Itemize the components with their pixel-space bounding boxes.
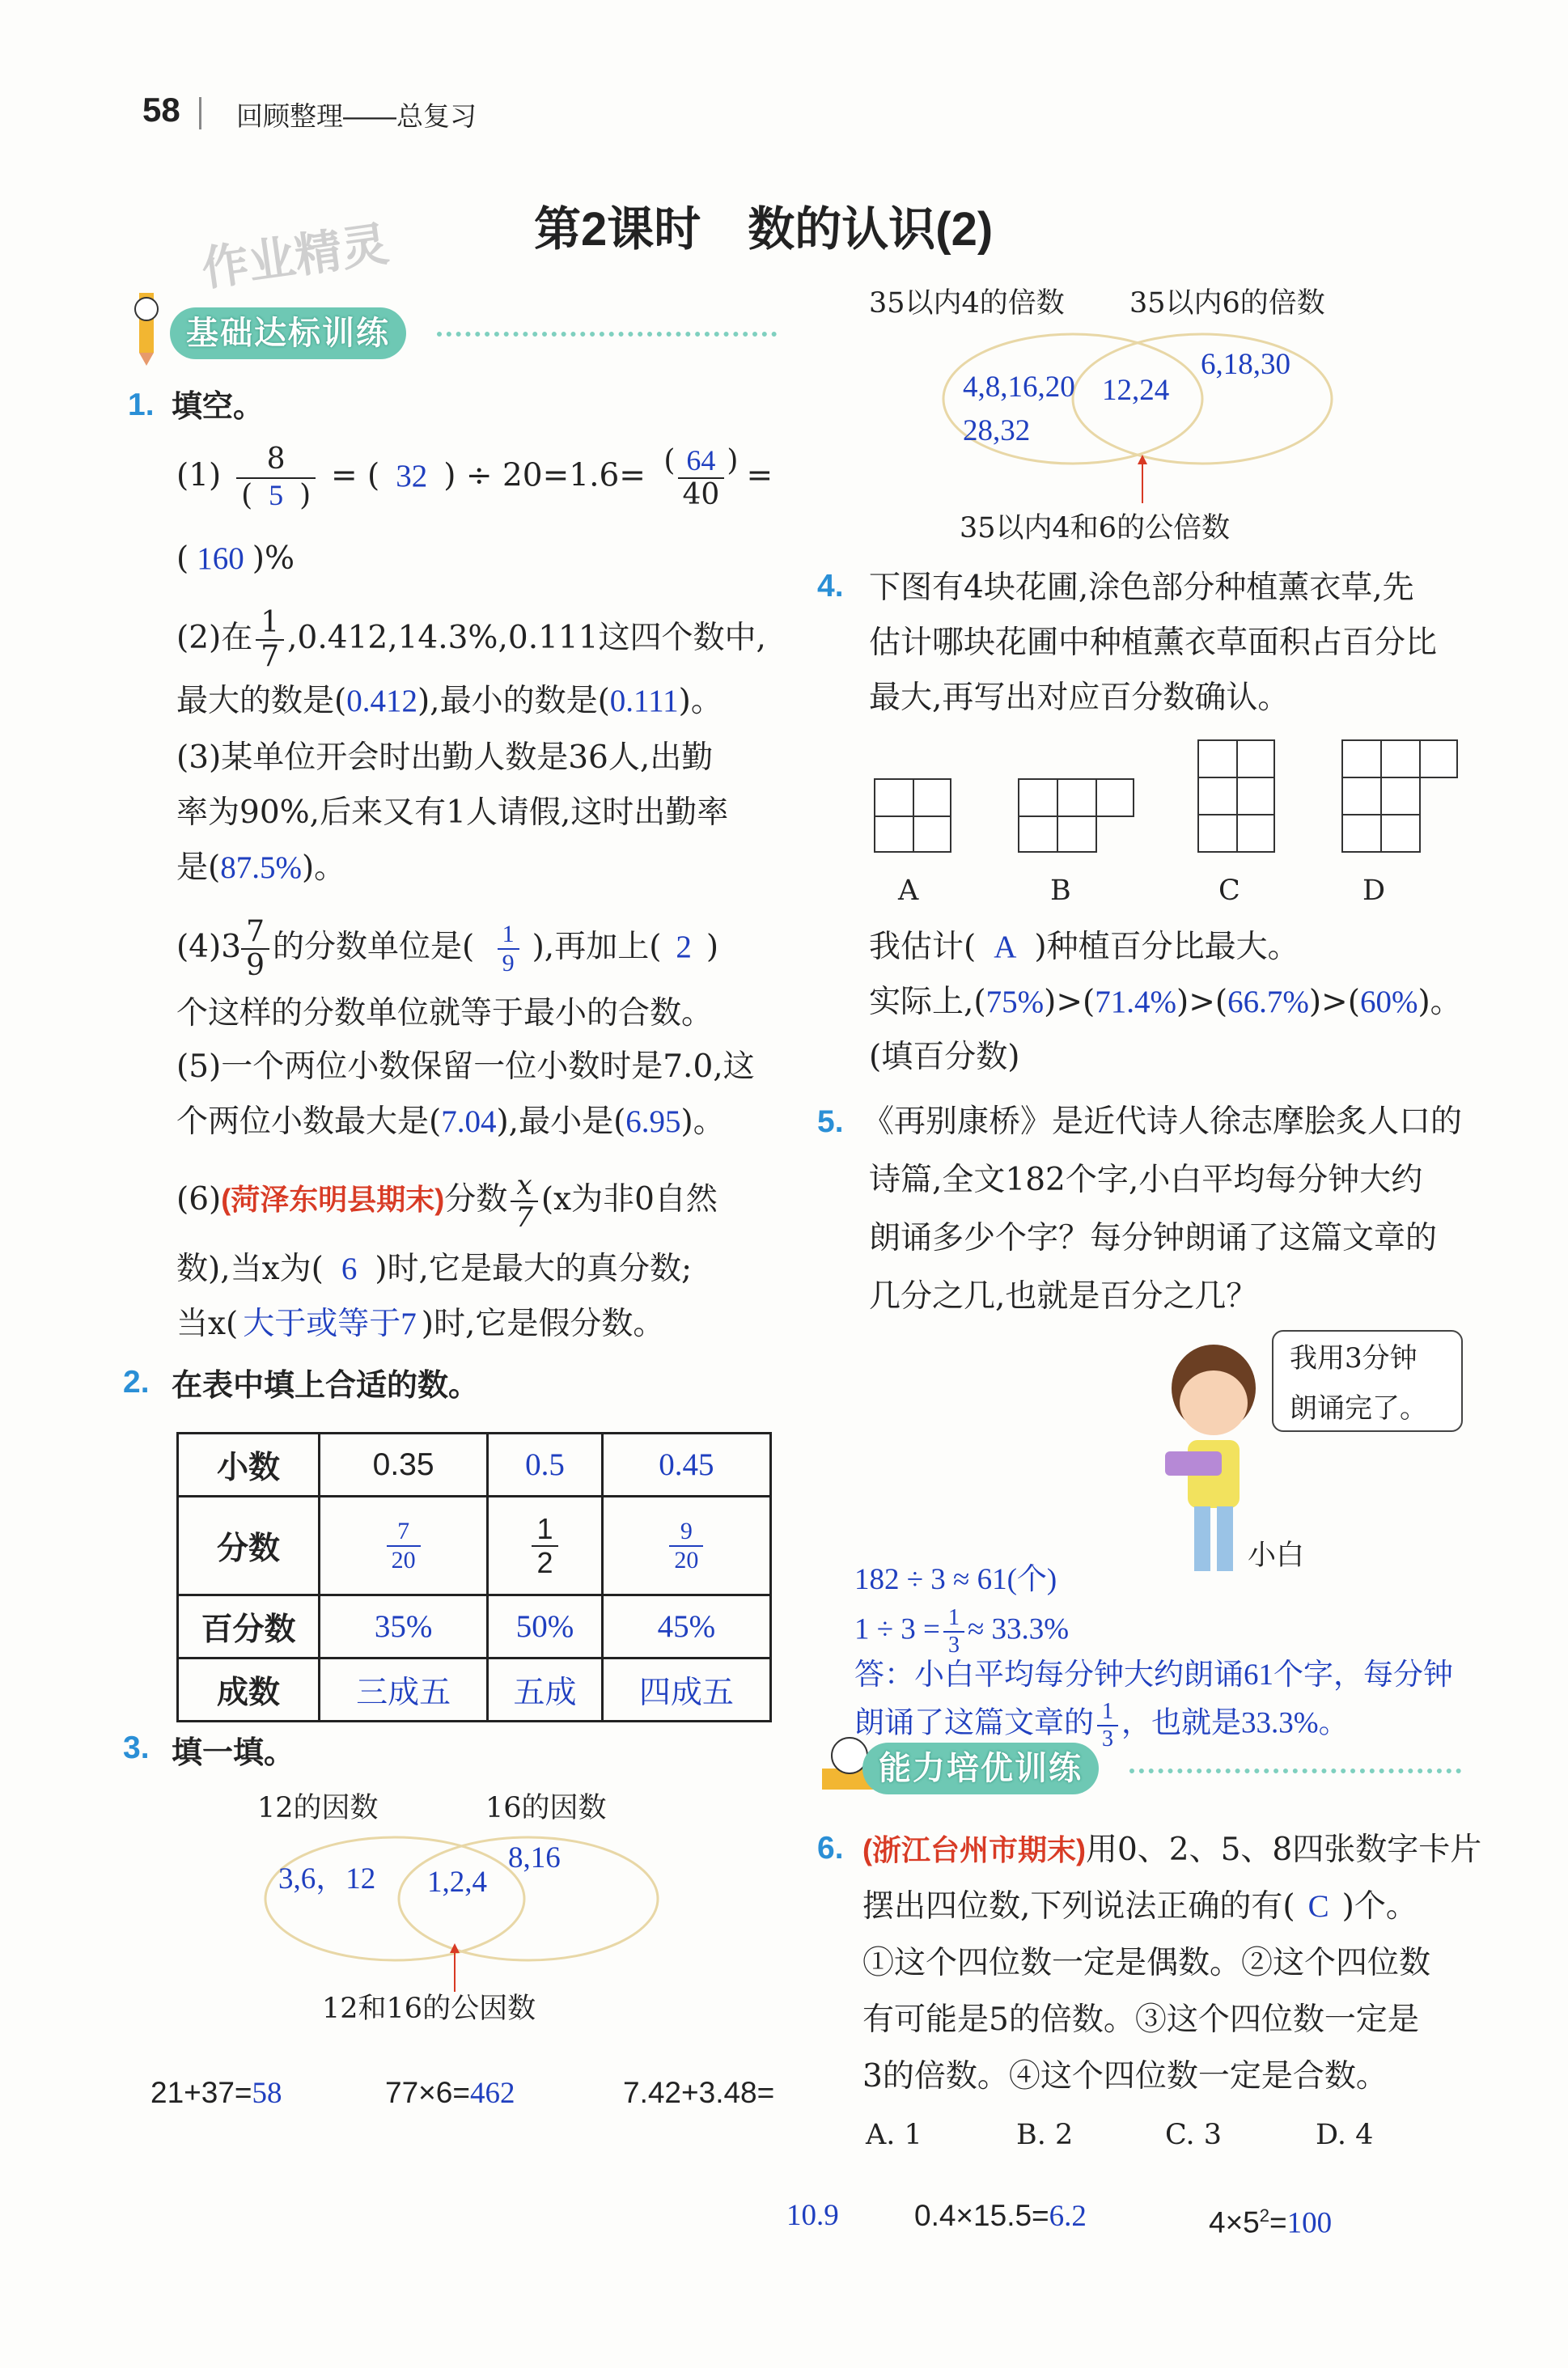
page-title: 第2课时 数的认识(2) (534, 203, 994, 256)
banner-basic-training: 基础达标训练 (170, 307, 406, 359)
q1-part3-line2: 率为90%,后来又有1人请假,这时出勤率 (176, 794, 729, 831)
q5-solution-2: 1 ÷ 3 = $\frac{1}{3}$ ≈ 33.3% (854, 1605, 1070, 1658)
garden-label-a: A (898, 875, 919, 907)
footer-calc-3: 7.42+3.48= (623, 2076, 775, 2109)
q6-line2: 摆出四位数,下列说法正确的有( C )个。 (862, 1888, 1418, 1925)
student-name: 小白 (1248, 1540, 1305, 1572)
q1-part1: (1) $\frac{8}{( 5 )}$ = ( 32 ) ÷ 20=1.6= $\frac{( 64 )}{40}$ = (176, 443, 773, 512)
garden-a (874, 778, 951, 853)
venn-right-label: 16的因数 (485, 1792, 607, 1824)
pencil-mascot-icon (128, 285, 167, 366)
table-cell: 0.5 (488, 1434, 603, 1497)
arrow-up-icon (447, 1942, 463, 1992)
garden-d (1341, 739, 1458, 853)
q1-part3-line3: 是(87.5%)。 (176, 849, 346, 886)
q5-line3: 朗诵多少个字？每分钟朗诵了这篇文章的 (869, 1220, 1438, 1256)
footer-calc-1: 21+37=58 (150, 2076, 282, 2110)
banner-advanced-training: 能力培优训练 (862, 1743, 1099, 1794)
venn-left-values: 3,6，12 (278, 1862, 376, 1896)
q2-number: 2. (123, 1365, 150, 1400)
table-row (178, 1658, 771, 1722)
q1-number: 1. (128, 388, 155, 422)
row-head: 小数 (178, 1434, 320, 1497)
venn-bottom-label: 12和16的公因数 (322, 1993, 536, 2025)
venn2-left-label: 35以内4的倍数 (869, 287, 1065, 320)
venn-common-values: 1,2,4 (427, 1866, 487, 1899)
header-section: 回顾整理——总复习 (236, 101, 477, 131)
venn2-left-values-2: 28,32 (963, 414, 1031, 447)
q4-actual: 实际上,(75%)>(71.4%)>(66.7%)>(60%)。 (869, 984, 1462, 1020)
banner-dots-left (437, 332, 777, 337)
row-head: 成数 (178, 1658, 320, 1722)
q4-number: 4. (817, 569, 844, 604)
table-cell: 35% (320, 1595, 488, 1658)
table-cell: 0.45 (602, 1434, 770, 1497)
q6-number: 6. (817, 1831, 844, 1866)
footer-result-3: 10.9 (786, 2199, 839, 2232)
q4-line2: 估计哪块花圃中种植薰衣草面积占百分比 (869, 625, 1438, 661)
row-head: 分数 (178, 1497, 320, 1595)
q5-solution-1: 182 ÷ 3 ≈ 61(个) (854, 1563, 1057, 1596)
venn-right-values: 8,16 (508, 1841, 561, 1874)
garden-b (1018, 778, 1134, 853)
q5-number: 5. (817, 1104, 844, 1139)
q3-title: 填一填。 (172, 1736, 295, 1770)
q1-part6-line3: 当x( 大于或等于7 )时,它是假分数。 (176, 1306, 665, 1342)
table-cell: 50% (488, 1595, 603, 1658)
q5-line4: 几分之几,也就是百分之几？ (869, 1278, 1258, 1315)
bubble-line2: 朗诵完了。 (1290, 1392, 1427, 1425)
q4-estimate: 我估计( A )种植百分比最大。 (869, 929, 1299, 965)
q2-table (176, 1432, 772, 1722)
arrow-up-icon (1134, 453, 1151, 503)
q6-option-d: D. 4 (1316, 2119, 1374, 2151)
bubble-line1: 我用3分钟 (1290, 1342, 1418, 1375)
q1-part2-line2: 最大的数是(0.412),最小的数是(0.111)。 (176, 683, 723, 719)
banner-dots-right (1129, 1769, 1461, 1773)
header-divider (199, 97, 201, 129)
q6-option-b: B. 2 (1016, 2119, 1074, 2151)
row-head: 百分数 (178, 1595, 320, 1658)
venn-left-label: 12的因数 (257, 1792, 379, 1824)
q6-line1: (浙江台州市期末)用0、2、5、8四张数字卡片 (862, 1832, 1482, 1868)
table-cell: 45% (602, 1595, 770, 1658)
table-cell: 0.35 (320, 1434, 488, 1497)
footer-calc-2: 77×6=462 (385, 2076, 515, 2110)
garden-label-d: D (1362, 875, 1386, 907)
q1-part2: (2)在 $\frac{1}{7}$ ,0.412,14.3%,0.111这四个数中, (176, 606, 766, 673)
venn2-left-values-1: 4,8,16,20 (963, 371, 1075, 404)
q1-part3-line1: (3)某单位开会时出勤人数是36人,出勤 (176, 739, 714, 776)
q1-part6-line2: 数),当x为( 6 )时,它是最大的真分数; (176, 1251, 693, 1287)
table-cell: 三成五 (320, 1658, 488, 1722)
q4-note: (填百分数) (869, 1039, 1020, 1075)
q6-line4: 有可能是5的倍数。③这个四位数一定是 (862, 2002, 1419, 2038)
q1-part4-line2: 个这样的分数单位就等于最小的合数。 (176, 995, 714, 1031)
q5-answer-line2: 朗诵了这篇文章的 $\frac{1}{3}$ ，也就是33.3%。 (854, 1699, 1349, 1752)
table-row (178, 1497, 771, 1595)
venn2-right-values: 6,18,30 (1201, 348, 1290, 381)
page-number: 58 (142, 91, 180, 129)
q6-option-a: A. 1 (866, 2119, 922, 2151)
q1-part1-line2: ( 160 )% (176, 540, 295, 577)
q1-part5-line2: 个两位小数最大是(7.04),最小是(6.95)。 (176, 1104, 725, 1140)
q1-part4: (4)3 $\frac{7}{9}$ 的分数单位是( $\frac{1}{9}$ ),再加上( 2 ) (176, 915, 719, 982)
q4-line3: 最大,再写出对应百分数确认。 (869, 680, 1290, 716)
garden-c (1197, 739, 1275, 853)
venn2-bottom-label: 35以内4和6的公倍数 (960, 512, 1231, 544)
table-cell: $\frac{9}{20}$ (602, 1497, 770, 1595)
q4-line1: 下图有4块花圃,涂色部分种植薰衣草,先 (869, 570, 1414, 606)
watermark: 作业精灵 (198, 216, 392, 297)
venn2-common-values: 12,24 (1102, 374, 1170, 407)
q3-number: 3. (123, 1730, 150, 1765)
q5-line2: 诗篇,全文182个字,小白平均每分钟大约 (869, 1162, 1423, 1198)
footer-calc-5: $4\times 5^2=100$ (1209, 2205, 1333, 2240)
q5-line1: 《再别康桥》是近代诗人徐志摩脍炙人口的 (862, 1104, 1463, 1140)
table-cell: 四成五 (602, 1658, 770, 1722)
table-cell: 五成 (488, 1658, 603, 1722)
table-cell: $\frac{7}{20}$ (320, 1497, 488, 1595)
q6-line5: 3的倍数。④这个四位数一定是合数。 (862, 2058, 1388, 2095)
q1-part6: (6)(菏泽东明县期末)分数 $\frac{x}{7}$ (x为非0自然 (176, 1169, 718, 1234)
table-cell: $\frac{1}{2}$ (488, 1497, 603, 1595)
garden-label-b: B (1050, 875, 1071, 907)
q6-option-c: C. 3 (1165, 2119, 1223, 2151)
venn2-right-label: 35以内6的倍数 (1129, 287, 1325, 320)
q6-line3: ①这个四位数一定是偶数。②这个四位数 (862, 1945, 1431, 1981)
q5-answer-line1: 答：小白平均每分钟大约朗诵61个字，每分钟 (854, 1658, 1453, 1692)
table-row (178, 1595, 771, 1658)
q1-part5-line1: (5)一个两位小数保留一位小数时是7.0,这 (176, 1048, 755, 1085)
q2-title: 在表中填上合适的数。 (172, 1369, 480, 1403)
table-row (178, 1434, 771, 1497)
garden-label-c: C (1218, 875, 1240, 907)
footer-calc-4: 0.4×15.5=6.2 (914, 2199, 1087, 2233)
q1-title: 填空。 (172, 390, 265, 424)
